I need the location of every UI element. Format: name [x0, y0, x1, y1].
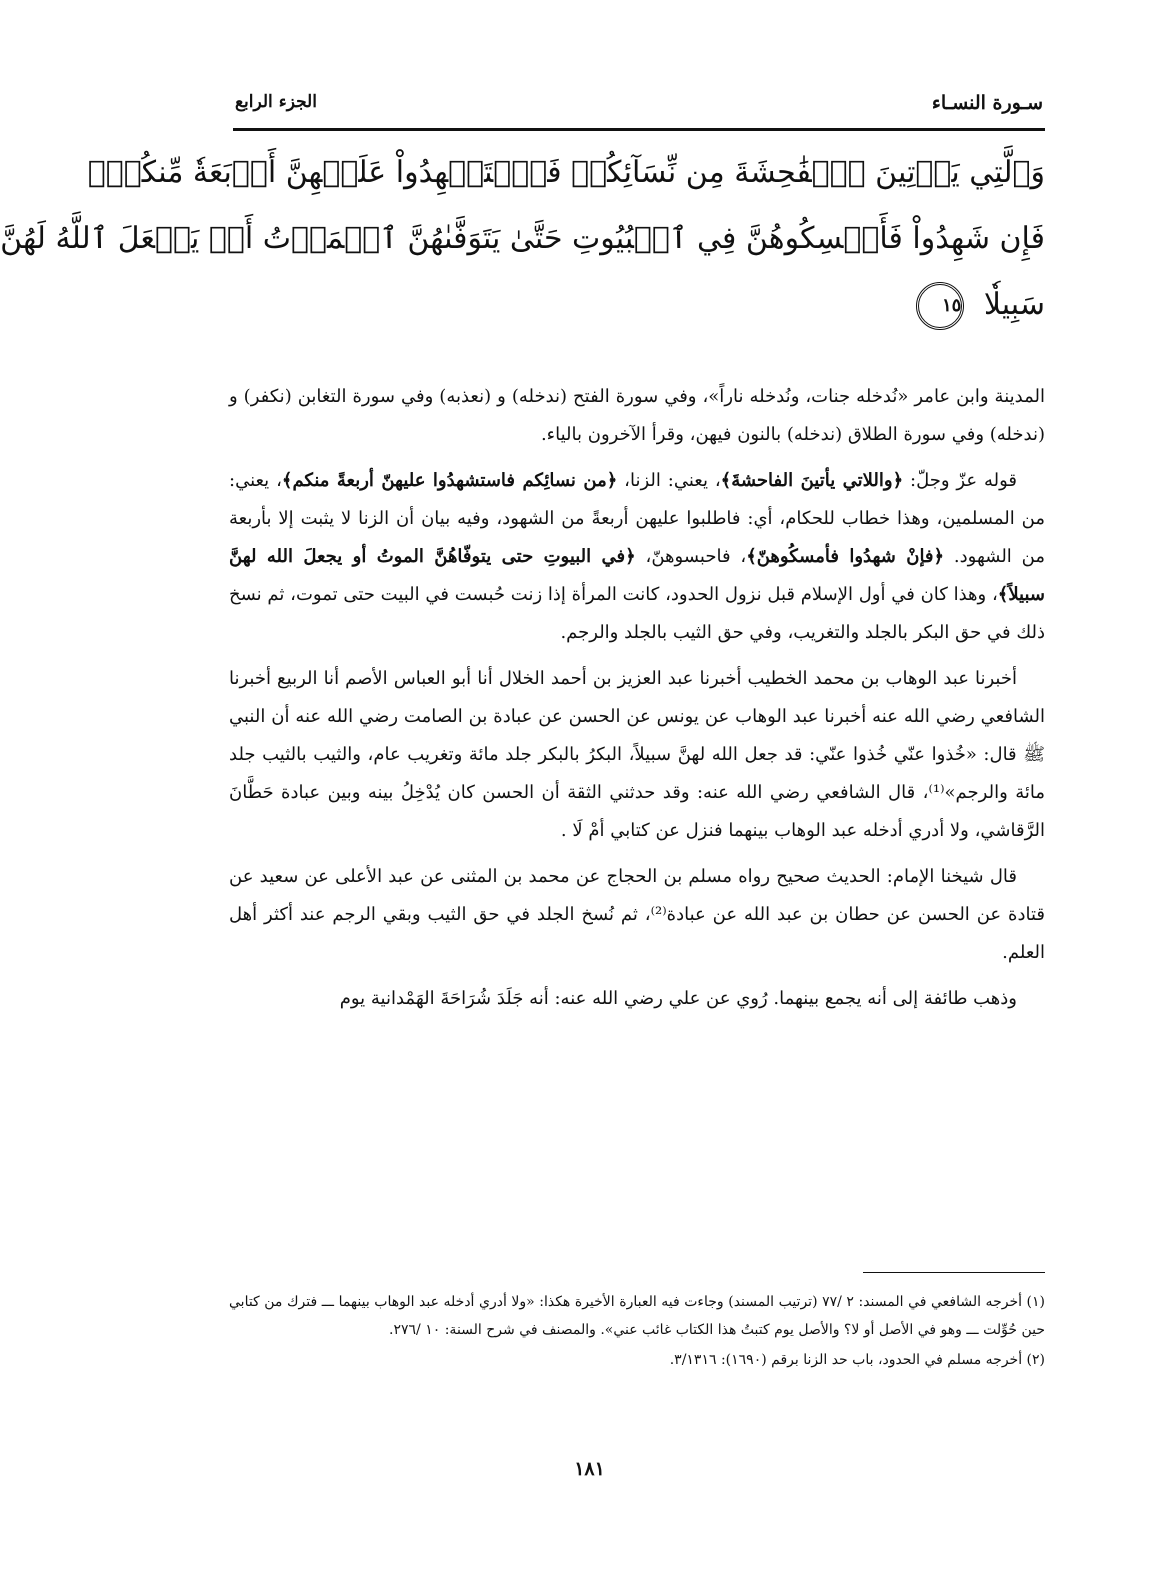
paragraph-hadith-grading: قال شيخنا الإمام: الحديث صحيح رواه مسلم بن الحجاج عن محمد بن المثنى عن عبد الأعلى عن سعيد عن قتادة عن الحسن عن حطان بن عبد الله عن عبادة⁽²⁾، ثم نُسخ الجلد في حق الثيب وبقي الرجم عند أكثر أهل العلم.: [229, 866, 1045, 963]
text-run: ، يعني: من المسلمين، وهذا خطاب للحكام، أي: فاطلبوا عليهن أربعةً من الشهود، وفيه بيان أن الزنا لا يثبت إلا بأربعة من الشهود.: [229, 470, 1045, 567]
juz-label: الجزء الرابع: [235, 92, 317, 112]
text-run: ، يعني: الزنا،: [617, 470, 721, 491]
quran-quote: ﴿في البيوتِ حتى يتوفّاهُنَّ الموتُ أو يجعلَ الله لهنَّ سبيلاً﴾: [229, 546, 1045, 605]
commentary-body: [229, 378, 1045, 1026]
header-divider: [233, 128, 1045, 131]
verse-line-3: [227, 272, 1045, 338]
verse-line-1: وَٱلَّتِي يَأۡتِينَ ٱلۡفَٰحِشَةَ مِن نِّسَآئِكُمۡ فَٱسۡتَشۡهِدُواْ عَلَيۡهِنَّ أَرۡبَعَةٗ مِّنكُمۡۖ: [87, 155, 1045, 190]
text-run: ، وهذا كان في أول الإسلام قبل نزول الحدود، كانت المرأة إذا زنت حُبست في البيت حتى تموت، ثم نسخ ذلك في حق البكر بالجلد والتغريب، وفي حق الثيب بالجلد والرجم.: [229, 584, 1045, 643]
text-run: قوله عزّ وجلّ:: [903, 470, 1018, 491]
footnotes: [229, 1288, 1045, 1376]
surah-title: سـورة النسـاء: [931, 92, 1043, 114]
ayah-number-marker: ١٥: [916, 282, 964, 330]
verse-line-3-text: سَبِيلٗا: [983, 287, 1045, 322]
text-run: ، فاحبسوهنّ،: [635, 546, 747, 567]
paragraph-tafsir: [229, 462, 1045, 652]
paragraph-scholars-view: وذهب طائفة إلى أنه يجمع بينهما. رُوي عن علي رضي الله عنه: أنه جَلَدَ شُرَاحَةَ الهَمْدانية يوم: [339, 988, 1017, 1009]
paragraph-hadith-chain: أخبرنا عبد الوهاب بن محمد الخطيب أخبرنا عبد العزيز بن أحمد الخلال أنا أبو العباس الأصم أنا الربيع أخبرنا الشافعي رضي الله عنه أخبرنا عبد الوهاب عن يونس عن الحسن عن عبادة بن الصامت رضي الله عنه أن النبي ﷺ قال: «خُذوا عنّي خُذوا عنّي: قد جعل الله لهنَّ سبيلاً، البكرُ بالبكر جلد مائة وتغريب عام، والثيب بالثيب جلد مائة والرجم»⁽¹⁾، قال الشافعي رضي الله عنه: وقد حدثني الثقة أن الحسن كان يُدْخِلُ بينه وبين عبادة حَطَّانَ الرَّقاشي، ولا أدري أدخله عبد الوهاب بينهما فنزل عن كتابي أمْ لَا .: [229, 668, 1045, 841]
quran-quote: ﴿واللاتي يأتينَ الفاحشةَ﴾: [720, 470, 904, 491]
running-header: [235, 92, 1043, 128]
quran-quote: ﴿فإنْ شهدُوا فأمسكُوهنّ﴾: [746, 546, 945, 567]
footnote-divider: [863, 1272, 1045, 1273]
page-number: ١٨١: [574, 1458, 605, 1480]
quran-quote: ﴿من نسائِكم فاستشهدُوا عليهنّ أربعةً منكم﴾: [281, 470, 618, 491]
paragraph-readings: المدينة وابن عامر «نُدخله جنات، ونُدخله ناراً»، وفي سورة الفتح (ندخله) و (نعذبه) وفي سورة التغابن (نكفر) و (ندخله) وفي سورة الطلاق (ندخله) بالنون فيهن، وقرأ الآخرون بالياء.: [229, 386, 1045, 445]
verse-line-2: فَإِن شَهِدُواْ فَأَمۡسِكُوهُنَّ فِي ٱلۡبُيُوتِ حَتَّىٰ يَتَوَفَّىٰهُنَّ ٱلۡمَوۡتُ أَوۡ يَجۡعَلَ ٱللَّهُ لَهُنَّ: [0, 221, 1045, 256]
footnote-1: (١) أخرجه الشافعي في المسند: ٢ /٧٧ (ترتيب المسند) وجاءت فيه العبارة الأخيرة هكذا: «ولا أدري أدخله عبد الوهاب بينهما ـــ فترك من كتابي حين حُوِّلت ـــ وهو في الأصل أو لا؟ والأصل يوم كتبتُ هذا الكتاب غائب عني». والمصنف في شرح السنة: ١٠ /٢٧٦.: [229, 1294, 1046, 1338]
footnote-2: (٢) أخرجه مسلم في الحدود، باب حد الزنا برقم (١٦٩٠): ٣/١٣١٦.: [669, 1352, 1045, 1368]
quran-verse: [0, 140, 1045, 338]
